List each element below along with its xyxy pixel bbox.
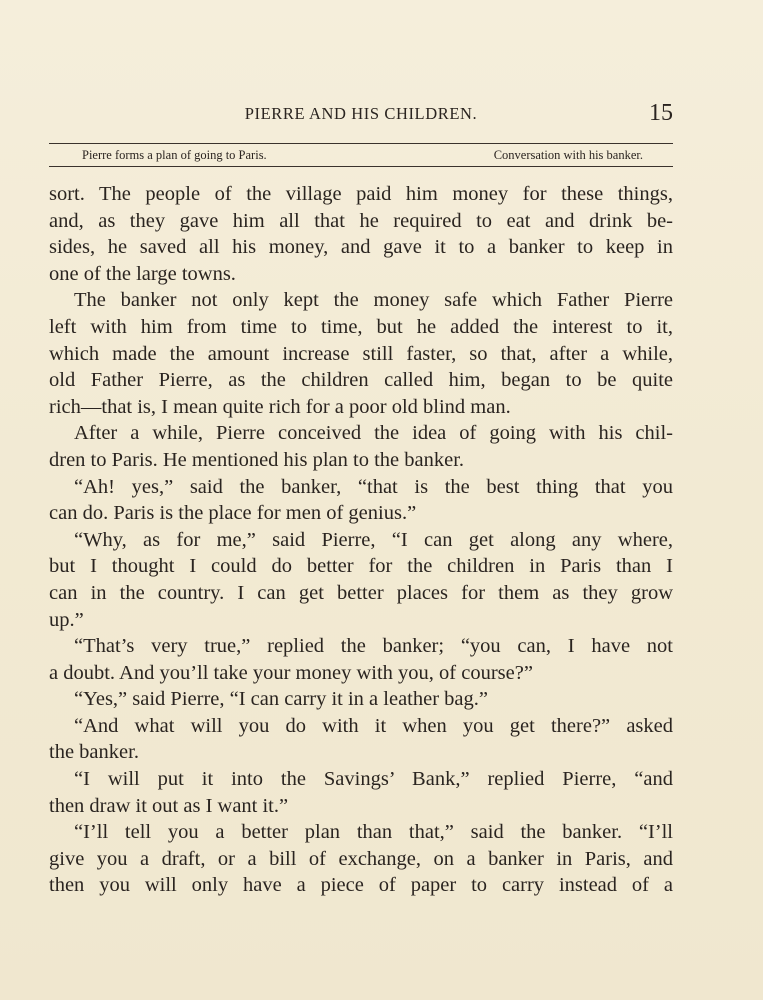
- text-line: “That’s very true,” replied the banker; “you can, I have not: [74, 635, 673, 658]
- text-line: “And what will you do with it when you get there?” asked: [74, 714, 673, 737]
- running-head: [49, 100, 673, 130]
- text-line: give you a draft, or a bill of exchange, on a banker in Paris, and: [49, 847, 673, 870]
- header-rule-top: [49, 143, 673, 144]
- subheading-right: Conversation with his banker.: [493, 148, 643, 162]
- text-line: “I will put it into the Savings’ Bank,” replied Pierre, “and: [74, 768, 673, 791]
- text-line: then you will only have a piece of paper to carry instead of a: [49, 874, 673, 897]
- text-line: sort. The people of the village paid him money for these things,: [49, 183, 673, 205]
- text-line: a doubt. And you’ll take your money with you, of course?”: [49, 661, 533, 684]
- text-line: the banker.: [49, 741, 139, 764]
- text-line: “Why, as for me,” said Pierre, “I can get along any where,: [74, 528, 673, 551]
- text-line: “I’ll tell you a better plan than that,” said the banker. “I’ll: [74, 821, 673, 844]
- text-line: dren to Paris. He mentioned his plan to the banker.: [49, 448, 465, 471]
- header-rule-bottom: [49, 166, 673, 167]
- text-line: rich—that is, I mean quite rich for a poor old blind man.: [49, 395, 511, 418]
- text-line: “Yes,” said Pierre, “I can carry it in a leather bag.”: [74, 688, 488, 711]
- text-line: and, as they gave him all that he required to eat and drink be-: [49, 209, 673, 232]
- text-line: sides, he saved all his money, and gave it to a banker to keep in: [49, 236, 673, 259]
- page-number: 15: [649, 100, 673, 126]
- text-line: old Father Pierre, as the children called him, began to be quite: [49, 369, 673, 392]
- text-line: one of the large towns.: [49, 262, 236, 285]
- text-line: up.”: [49, 608, 84, 631]
- page-title: PIERRE AND HIS CHILDREN.: [244, 104, 478, 123]
- text-line: After a while, Pierre conceived the idea of going with his chil-: [74, 422, 673, 445]
- text-line: left with him from time to time, but he added the interest to it,: [49, 315, 673, 338]
- text-line: can do. Paris is the place for men of genius.”: [49, 502, 417, 525]
- body-text: [49, 181, 673, 899]
- marginal-subheading: [49, 148, 673, 164]
- text-line: The banker not only kept the money safe which Father Pierre: [74, 289, 673, 312]
- text-line: can in the country. I can get better places for them as they grow: [49, 581, 673, 604]
- text-line: but I thought I could do better for the children in Paris than I: [49, 555, 673, 578]
- text-line: “Ah! yes,” said the banker, “that is the best thing that you: [74, 475, 673, 498]
- text-line: which made the amount increase still faster, so that, after a while,: [49, 342, 673, 365]
- subheading-left: Pierre forms a plan of going to Paris.: [82, 148, 267, 162]
- text-line: then draw it out as I want it.”: [49, 794, 289, 817]
